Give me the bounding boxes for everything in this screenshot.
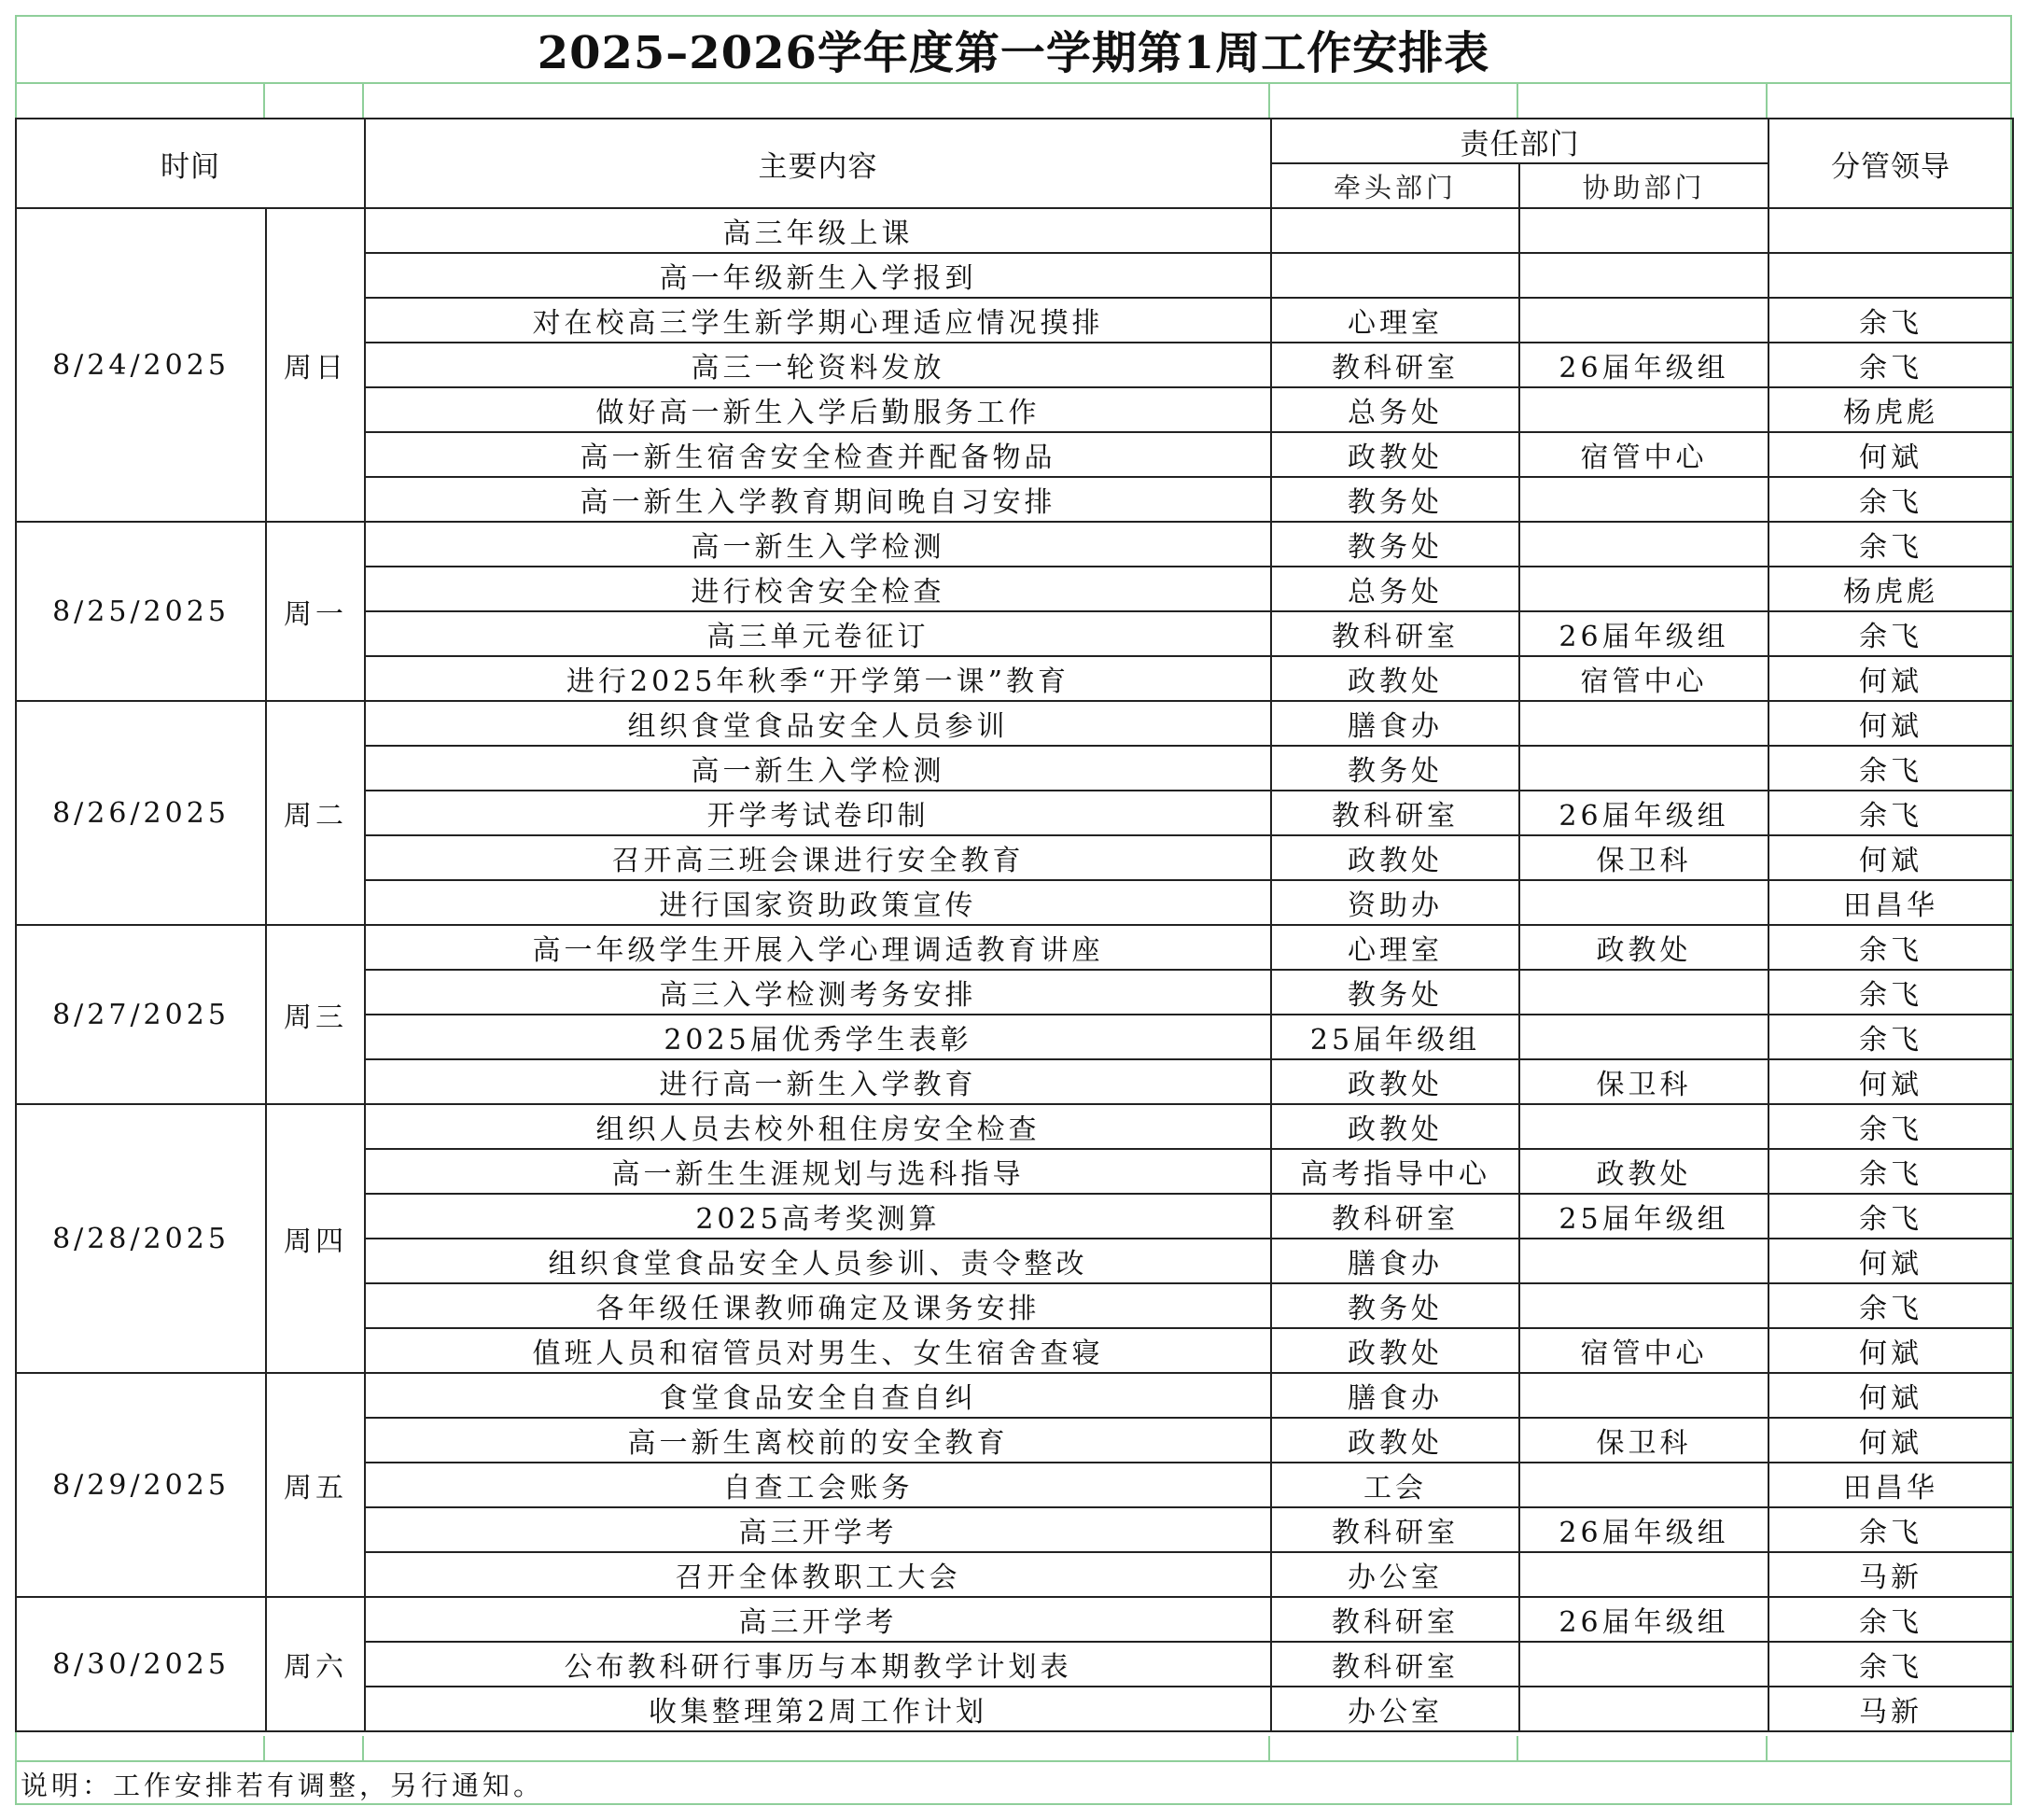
content-cell: 召开全体教职工大会 — [365, 1552, 1271, 1597]
leader-cell: 余飞 — [1768, 477, 2013, 522]
lead-dept-cell: 政教处 — [1271, 1104, 1519, 1149]
assist-dept-cell: 26届年级组 — [1519, 1597, 1768, 1642]
grid-line — [263, 84, 265, 119]
grid-line — [362, 84, 364, 119]
content-cell: 对在校高三学生新学期心理适应情况摸排 — [365, 298, 1271, 343]
content-cell: 2025届优秀学生表彰 — [365, 1015, 1271, 1059]
assist-dept-cell — [1519, 208, 1768, 253]
lead-dept-cell: 教务处 — [1271, 477, 1519, 522]
header-leader: 分管领导 — [1768, 119, 2013, 208]
spacer-row-bottom — [15, 1736, 2012, 1760]
leader-cell: 余飞 — [1768, 1015, 2013, 1059]
content-cell: 高三年级上课 — [365, 208, 1271, 253]
weekday-cell: 周日 — [266, 208, 365, 522]
lead-dept-cell: 政教处 — [1271, 432, 1519, 477]
assist-dept-cell: 宿管中心 — [1519, 656, 1768, 701]
lead-dept-cell: 教科研室 — [1271, 1597, 1519, 1642]
assist-dept-cell: 保卫科 — [1519, 1059, 1768, 1104]
content-cell: 高一新生宿舍安全检查并配备物品 — [365, 432, 1271, 477]
content-cell: 高一年级学生开展入学心理调适教育讲座 — [365, 925, 1271, 970]
content-cell: 做好高一新生入学后勤服务工作 — [365, 387, 1271, 432]
assist-dept-cell: 26届年级组 — [1519, 791, 1768, 835]
date-cell: 8/30/2025 — [16, 1597, 266, 1731]
content-cell: 高三入学检测考务安排 — [365, 970, 1271, 1015]
date-cell: 8/28/2025 — [16, 1104, 266, 1373]
header-department: 责任部门 — [1271, 119, 1768, 163]
assist-dept-cell — [1519, 1104, 1768, 1149]
lead-dept-cell: 教科研室 — [1271, 343, 1519, 387]
weekday-cell: 周六 — [266, 1597, 365, 1731]
weekday-cell: 周五 — [266, 1373, 365, 1597]
leader-cell: 何斌 — [1768, 1239, 2013, 1283]
weekday-cell: 周四 — [266, 1104, 365, 1373]
grid-line — [362, 1736, 364, 1760]
content-cell: 自查工会账务 — [365, 1463, 1271, 1507]
assist-dept-cell — [1519, 477, 1768, 522]
date-cell: 8/24/2025 — [16, 208, 266, 522]
schedule-body — [16, 208, 2013, 1731]
leader-cell: 余飞 — [1768, 970, 2013, 1015]
assist-dept-cell — [1519, 880, 1768, 925]
lead-dept-cell: 教务处 — [1271, 970, 1519, 1015]
grid-line — [1517, 84, 1518, 119]
lead-dept-cell: 政教处 — [1271, 835, 1519, 880]
assist-dept-cell: 宿管中心 — [1519, 432, 1768, 477]
assist-dept-cell — [1519, 1642, 1768, 1687]
lead-dept-cell: 心理室 — [1271, 925, 1519, 970]
assist-dept-cell — [1519, 253, 1768, 298]
leader-cell: 何斌 — [1768, 1418, 2013, 1463]
leader-cell: 何斌 — [1768, 701, 2013, 746]
content-cell: 高一新生离校前的安全教育 — [365, 1418, 1271, 1463]
content-cell: 高一新生入学教育期间晚自习安排 — [365, 477, 1271, 522]
leader-cell: 余飞 — [1768, 791, 2013, 835]
table-row — [16, 701, 2013, 746]
assist-dept-cell — [1519, 298, 1768, 343]
lead-dept-cell: 办公室 — [1271, 1687, 1519, 1731]
leader-cell: 余飞 — [1768, 925, 2013, 970]
lead-dept-cell: 膳食办 — [1271, 1373, 1519, 1418]
date-cell: 8/29/2025 — [16, 1373, 266, 1597]
content-cell: 各年级任课教师确定及课务安排 — [365, 1283, 1271, 1328]
grid-line — [1268, 84, 1270, 119]
lead-dept-cell: 政教处 — [1271, 1059, 1519, 1104]
content-cell: 食堂食品安全自查自纠 — [365, 1373, 1271, 1418]
header-assist-dept: 协助部门 — [1519, 163, 1768, 208]
leader-cell: 余飞 — [1768, 1597, 2013, 1642]
leader-cell: 余飞 — [1768, 746, 2013, 791]
page-title: 2025–2026学年度第一学期第1周工作安排表 — [537, 26, 1490, 79]
date-cell: 8/25/2025 — [16, 522, 266, 701]
header-time: 时间 — [16, 119, 365, 208]
leader-cell: 田昌华 — [1768, 1463, 2013, 1507]
lead-dept-cell: 膳食办 — [1271, 1239, 1519, 1283]
assist-dept-cell: 26届年级组 — [1519, 1507, 1768, 1552]
assist-dept-cell — [1519, 1552, 1768, 1597]
lead-dept-cell: 教务处 — [1271, 522, 1519, 567]
assist-dept-cell — [1519, 1015, 1768, 1059]
assist-dept-cell: 宿管中心 — [1519, 1328, 1768, 1373]
content-cell: 召开高三班会课进行安全教育 — [365, 835, 1271, 880]
leader-cell: 田昌华 — [1768, 880, 2013, 925]
lead-dept-cell: 工会 — [1271, 1463, 1519, 1507]
lead-dept-cell: 教科研室 — [1271, 1642, 1519, 1687]
footnote: 说明：工作安排若有调整，另行通知。 — [15, 1760, 2012, 1805]
content-cell: 进行高一新生入学教育 — [365, 1059, 1271, 1104]
content-cell: 2025高考奖测算 — [365, 1194, 1271, 1239]
grid-line — [1268, 1736, 1270, 1760]
spacer-row — [15, 82, 2012, 118]
weekday-cell: 周三 — [266, 925, 365, 1104]
lead-dept-cell: 政教处 — [1271, 1328, 1519, 1373]
schedule-table — [15, 118, 2014, 1732]
leader-cell: 杨虎彪 — [1768, 387, 2013, 432]
lead-dept-cell: 政教处 — [1271, 1418, 1519, 1463]
header-content: 主要内容 — [365, 119, 1271, 208]
content-cell: 进行校舍安全检查 — [365, 567, 1271, 611]
leader-cell: 何斌 — [1768, 1373, 2013, 1418]
grid-line — [1766, 1736, 1768, 1760]
lead-dept-cell: 政教处 — [1271, 656, 1519, 701]
assist-dept-cell — [1519, 522, 1768, 567]
leader-cell: 马新 — [1768, 1687, 2013, 1731]
table-row — [16, 1597, 2013, 1642]
content-cell: 值班人员和宿管员对男生、女生宿舍查寝 — [365, 1328, 1271, 1373]
assist-dept-cell — [1519, 701, 1768, 746]
lead-dept-cell: 办公室 — [1271, 1552, 1519, 1597]
grid-line — [1766, 84, 1768, 119]
lead-dept-cell — [1271, 253, 1519, 298]
content-cell: 高三一轮资料发放 — [365, 343, 1271, 387]
content-cell: 高一新生生涯规划与选科指导 — [365, 1149, 1271, 1194]
lead-dept-cell: 心理室 — [1271, 298, 1519, 343]
content-cell: 高三开学考 — [365, 1507, 1271, 1552]
content-cell: 高一新生入学检测 — [365, 746, 1271, 791]
leader-cell: 何斌 — [1768, 835, 2013, 880]
lead-dept-cell: 教务处 — [1271, 1283, 1519, 1328]
content-cell: 进行2025年秋季“开学第一课”教育 — [365, 656, 1271, 701]
weekday-cell: 周二 — [266, 701, 365, 925]
lead-dept-cell: 教务处 — [1271, 746, 1519, 791]
leader-cell: 何斌 — [1768, 432, 2013, 477]
content-cell: 组织食堂食品安全人员参训 — [365, 701, 1271, 746]
assist-dept-cell: 保卫科 — [1519, 835, 1768, 880]
leader-cell: 何斌 — [1768, 656, 2013, 701]
assist-dept-cell — [1519, 1239, 1768, 1283]
leader-cell: 余飞 — [1768, 298, 2013, 343]
lead-dept-cell: 教科研室 — [1271, 1194, 1519, 1239]
date-cell: 8/27/2025 — [16, 925, 266, 1104]
leader-cell: 何斌 — [1768, 1328, 2013, 1373]
table-row — [16, 1373, 2013, 1418]
assist-dept-cell: 政教处 — [1519, 1149, 1768, 1194]
leader-cell — [1768, 208, 2013, 253]
assist-dept-cell — [1519, 746, 1768, 791]
lead-dept-cell: 25届年级组 — [1271, 1015, 1519, 1059]
assist-dept-cell — [1519, 1463, 1768, 1507]
leader-cell: 余飞 — [1768, 1642, 2013, 1687]
leader-cell: 余飞 — [1768, 1507, 2013, 1552]
content-cell: 公布教科研行事历与本期教学计划表 — [365, 1642, 1271, 1687]
content-cell: 高三开学考 — [365, 1597, 1271, 1642]
assist-dept-cell — [1519, 1373, 1768, 1418]
content-cell: 进行国家资助政策宣传 — [365, 880, 1271, 925]
lead-dept-cell — [1271, 208, 1519, 253]
assist-dept-cell — [1519, 1283, 1768, 1328]
table-row — [16, 208, 2013, 253]
table-row — [16, 522, 2013, 567]
leader-cell: 杨虎彪 — [1768, 567, 2013, 611]
lead-dept-cell: 资助办 — [1271, 880, 1519, 925]
lead-dept-cell: 教科研室 — [1271, 791, 1519, 835]
lead-dept-cell: 膳食办 — [1271, 701, 1519, 746]
leader-cell: 余飞 — [1768, 1149, 2013, 1194]
assist-dept-cell: 政教处 — [1519, 925, 1768, 970]
assist-dept-cell — [1519, 970, 1768, 1015]
leader-cell: 余飞 — [1768, 1104, 2013, 1149]
leader-cell: 余飞 — [1768, 1283, 2013, 1328]
date-cell: 8/26/2025 — [16, 701, 266, 925]
leader-cell: 余飞 — [1768, 611, 2013, 656]
assist-dept-cell — [1519, 567, 1768, 611]
table-row — [16, 1104, 2013, 1149]
grid-line — [263, 1736, 265, 1760]
assist-dept-cell: 26届年级组 — [1519, 343, 1768, 387]
content-cell: 高三单元卷征订 — [365, 611, 1271, 656]
leader-cell — [1768, 253, 2013, 298]
content-cell: 开学考试卷印制 — [365, 791, 1271, 835]
leader-cell: 余飞 — [1768, 1194, 2013, 1239]
table-row — [16, 925, 2013, 970]
assist-dept-cell — [1519, 387, 1768, 432]
content-cell: 高一年级新生入学报到 — [365, 253, 1271, 298]
lead-dept-cell: 高考指导中心 — [1271, 1149, 1519, 1194]
leader-cell: 余飞 — [1768, 522, 2013, 567]
lead-dept-cell: 教科研室 — [1271, 1507, 1519, 1552]
leader-cell: 何斌 — [1768, 1059, 2013, 1104]
assist-dept-cell: 保卫科 — [1519, 1418, 1768, 1463]
leader-cell: 余飞 — [1768, 343, 2013, 387]
assist-dept-cell: 26届年级组 — [1519, 611, 1768, 656]
weekday-cell: 周一 — [266, 522, 365, 701]
lead-dept-cell: 教科研室 — [1271, 611, 1519, 656]
assist-dept-cell — [1519, 1687, 1768, 1731]
leader-cell: 马新 — [1768, 1552, 2013, 1597]
content-cell: 高一新生入学检测 — [365, 522, 1271, 567]
lead-dept-cell: 总务处 — [1271, 387, 1519, 432]
header-lead-dept: 牵头部门 — [1271, 163, 1519, 208]
grid-line — [1517, 1736, 1518, 1760]
content-cell: 收集整理第2周工作计划 — [365, 1687, 1271, 1731]
lead-dept-cell: 总务处 — [1271, 567, 1519, 611]
content-cell: 组织食堂食品安全人员参训、责令整改 — [365, 1239, 1271, 1283]
content-cell: 组织人员去校外租住房安全检查 — [365, 1104, 1271, 1149]
assist-dept-cell: 25届年级组 — [1519, 1194, 1768, 1239]
